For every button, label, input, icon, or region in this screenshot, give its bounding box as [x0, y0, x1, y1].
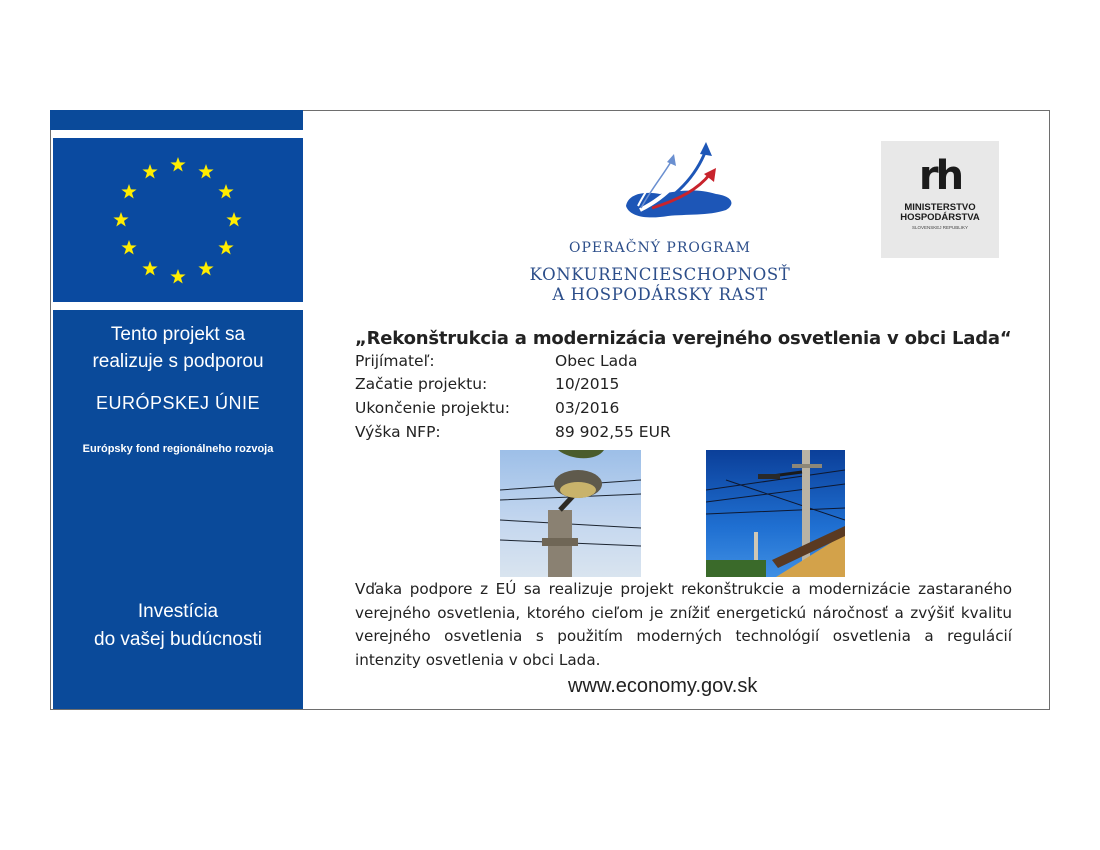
info-value: Obec Lada	[555, 352, 638, 370]
eu-label: EURÓPSKEJ ÚNIE	[95, 393, 261, 413]
ministry-logo	[881, 141, 999, 258]
program-line1: OPERAČNÝ PROGRAM	[568, 240, 752, 256]
photo-new-streetlight	[706, 450, 845, 577]
info-value: 89 902,55 EUR	[555, 423, 671, 441]
info-label: Začatie projektu:	[355, 375, 488, 393]
program-line2: KONKURENCIESCHOPNOSŤ	[529, 265, 791, 284]
ministry-name	[881, 203, 999, 223]
photo-old-streetlight	[500, 450, 641, 577]
info-value: 10/2015	[555, 375, 620, 393]
operational-program-logo	[568, 136, 743, 226]
project-description: Vďaka podpore z EÚ sa realizuje projekt rekonštrukcie a modernizácie zastaraného verejného osvetlenia, ktorého cieľom je znížiť energetickú náročnosť a zvýšiť kvalitu verejného osvetlenia s použitím moderných technológií osvetlenia a regulácií intenzity osvetlenia v obci Lada.	[355, 580, 1012, 669]
investment-text	[53, 598, 303, 654]
investment-line2: do vašej budúcnosti	[94, 629, 262, 650]
program-name	[480, 240, 840, 304]
info-value: 03/2016	[555, 399, 620, 417]
investment-line1: Investícia	[137, 601, 219, 622]
sidebar-top-bar	[50, 110, 303, 130]
info-label: Ukončenie projektu:	[355, 399, 511, 417]
sidebar-line1: Tento projekt sa	[110, 324, 246, 345]
ministry-mark-icon: rh	[918, 153, 962, 199]
eu-stars-icon	[53, 138, 303, 302]
program-line3: A HOSPODÁRSKY RAST	[552, 285, 768, 304]
info-label: Prijímateľ:	[355, 352, 435, 370]
ministry-website-link[interactable]: www.economy.gov.sk	[568, 675, 758, 697]
sidebar-line2: realizuje s podporou	[92, 351, 264, 372]
sidebar-support-text	[53, 321, 303, 375]
ministry-line1: MINISTERSTVO	[904, 202, 976, 213]
ministry-country: SLOVENSKEJ REPUBLIKY	[911, 225, 969, 230]
info-label: Výška NFP:	[355, 423, 441, 441]
project-title: „Rekonštrukcia a modernizácia verejného osvetlenia v obci Lada“	[355, 328, 1012, 349]
ministry-line2: HOSPODÁRSTVA	[900, 212, 980, 223]
eu-flag	[53, 138, 303, 302]
fund-label: Európsky fond regionálneho rozvoja	[82, 443, 274, 455]
